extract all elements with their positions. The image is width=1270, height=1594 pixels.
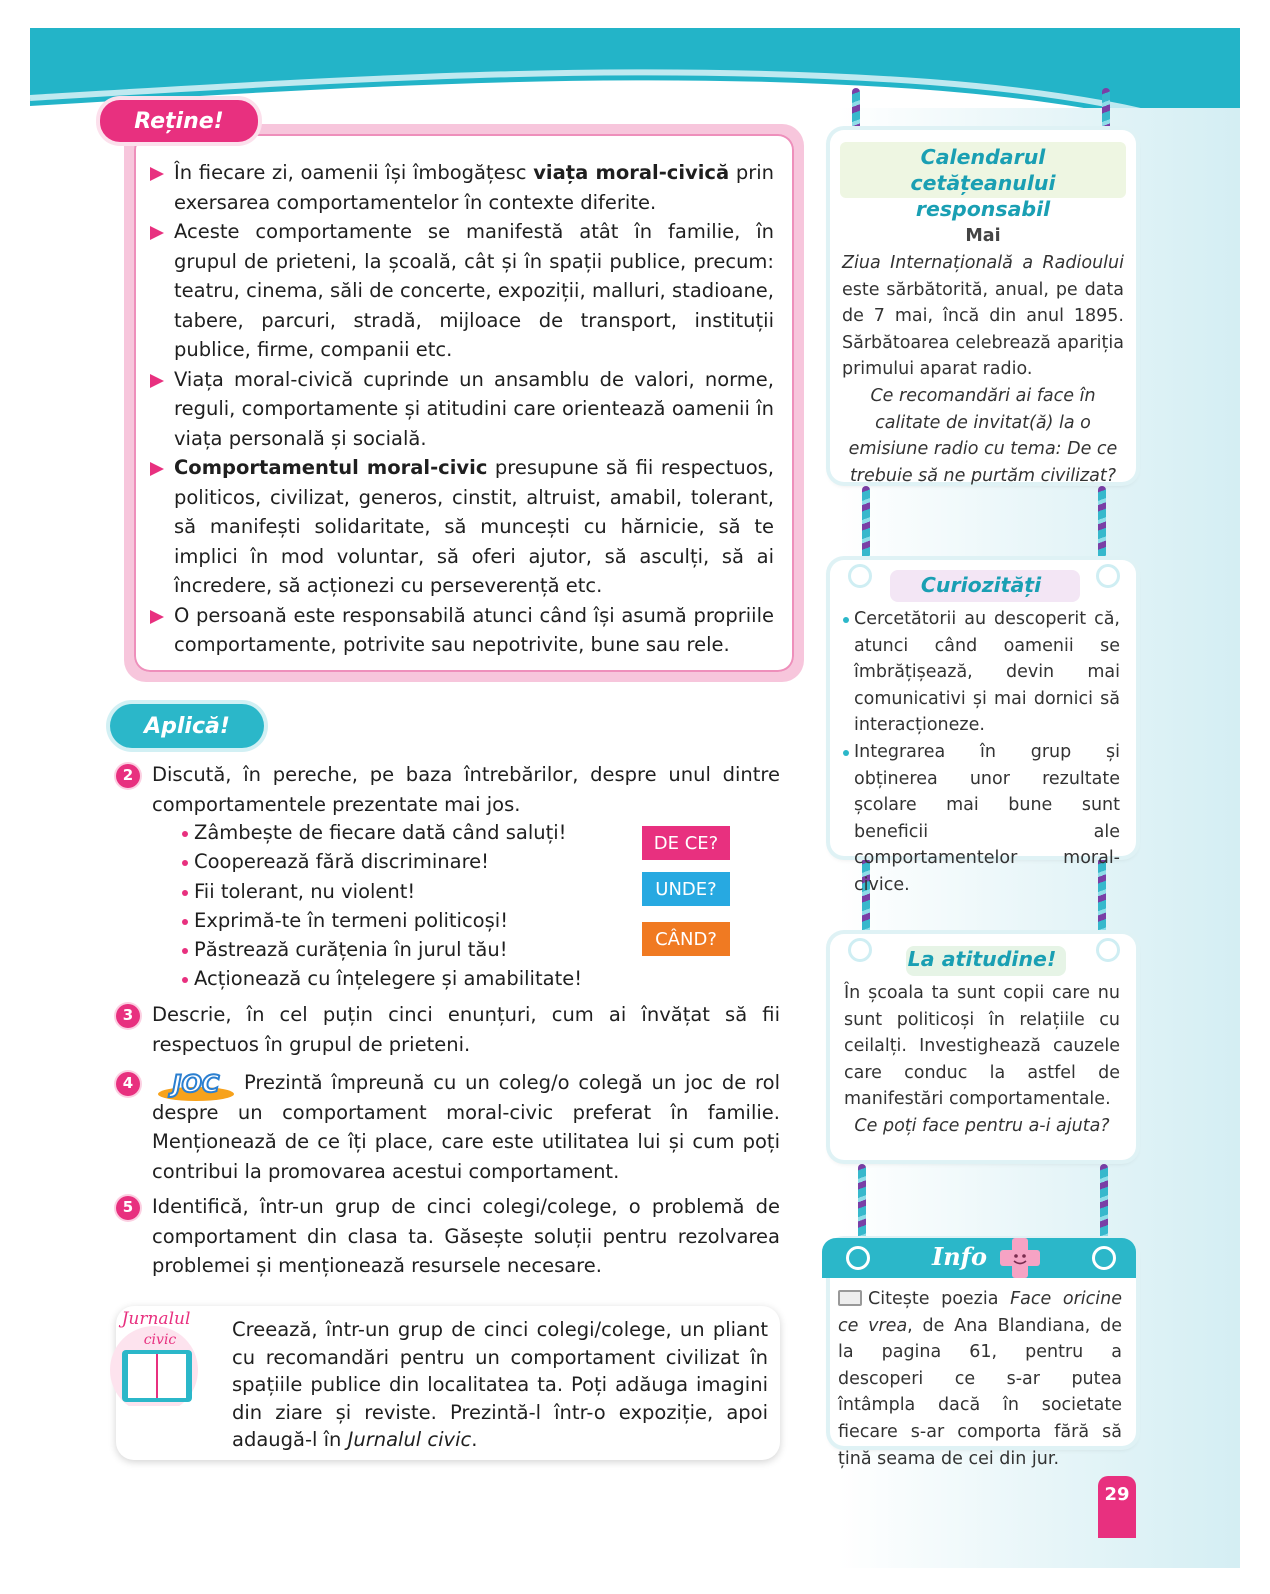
pink-dot-icon <box>182 948 188 954</box>
atitudine-title: La atitudine! <box>907 947 1057 971</box>
hook <box>846 1246 870 1270</box>
exercise-text: Discută, în pereche, pe baza întrebărilor, despre unul dintre comportamentele prezentate mai jos. <box>152 763 780 816</box>
pink-dot-icon <box>182 977 188 983</box>
list-item: Cooperează fără discriminare! <box>180 847 640 876</box>
teal-dot-icon <box>843 617 849 623</box>
pink-triangle-icon <box>150 610 164 624</box>
retine-item: În fiecare zi, oamenii își îmbogățesc viața moral-civică prin exersarea comportamentelor în contexte diferite. <box>150 158 774 217</box>
pink-dot-icon <box>182 860 188 866</box>
retine-item: Aceste comportamente se manifestă atât în familie, în grupul de prieteni, la școală, cât și în spații publice, precum: teatru, cinema, săli de concerte, expoziții, malluri, stadioane, tabere, parcuri, stradă, mijloace de transport, instituții publice, firme, companii etc. <box>150 217 774 365</box>
exercise-text: Descrie, în cel puțin cinci enunțuri, cum ai învățat să fii respectuos în grupul de prieteni. <box>152 1003 780 1056</box>
rope <box>858 1164 866 1248</box>
exercise-number: 4 <box>116 1072 140 1096</box>
info-title: Info <box>932 1242 988 1271</box>
pink-triangle-icon <box>150 374 164 388</box>
exercise-number: 2 <box>116 764 140 788</box>
pink-dot-icon <box>182 831 188 837</box>
jurnal-text: Creează, într-un grup de cinci colegi/colege, un pliant cu recomandări pentru un comportament civilizat în spațiile publice din localitatea ta. Poți adăuga imagini din ziare și reviste. Prezintă-l într-o expoziție, apoi adaugă-l în Jurnalul civic. <box>232 1318 768 1451</box>
retine-box <box>124 124 804 682</box>
exercise-2 <box>116 760 780 819</box>
list-item: Acționează cu înțelegere și amabilitate! <box>180 964 640 993</box>
exercise-text: Prezintă împreună cu un coleg/o colegă un joc de rol despre un comportament moral-civic preferat în familie. Menționează de ce îți place, care este utilitatea lui și cum poți contribui la promovarea acestui comportament. <box>152 1071 780 1183</box>
question-tag-de-ce: DE CE? <box>642 826 730 860</box>
atitudine-card <box>830 934 1136 1160</box>
retine-item: Comportamentul moral-civic presupune să fii respectuos, politicos, civilizat, generos, cinstit, altruist, amabil, tolerant, să manifești solidaritate, să muncești cu hărnicie, să te implici în mod voluntar, să oferi ajutor, să asculți, să ai încredere, să acționezi cu perseverență etc. <box>150 453 774 601</box>
calendar-title: Calendarul cetățeanului responsabil <box>910 145 1056 221</box>
exercise-text: Identifică, într-un grup de cinci colegi/colege, o problemă de comportament din clasa ta. Găsește soluții pentru rezolvarea problemei și menționează resursele necesare. <box>152 1195 780 1277</box>
list-item: Exprimă-te în termeni politicoși! <box>180 906 640 935</box>
exercise-3 <box>116 1000 780 1059</box>
svg-text:civic: civic <box>143 1332 177 1348</box>
question-tag-cand: CÂND? <box>642 922 730 956</box>
calendar-card <box>830 130 1136 486</box>
svg-text:Jurnalul: Jurnalul <box>121 1309 191 1329</box>
retine-list <box>134 134 794 672</box>
curiozitati-card <box>830 560 1136 895</box>
hook <box>1092 1246 1116 1270</box>
pink-dot-icon <box>182 919 188 925</box>
curiozitati-title: Curiozități <box>920 573 1042 597</box>
pink-dot-icon <box>182 890 188 896</box>
retine-heading: Reține! <box>100 100 258 142</box>
joc-logo <box>156 1066 236 1102</box>
pink-triangle-icon <box>150 167 164 181</box>
atitudine-question: Ce poți face pentru a-i ajuta? <box>854 1115 1110 1136</box>
behaviour-list <box>180 818 640 994</box>
exercise-number: 3 <box>116 1004 140 1028</box>
question-tag-unde: UNDE? <box>642 872 730 906</box>
smiling-cross-icon <box>998 1236 1042 1280</box>
rope <box>1100 1164 1108 1248</box>
exercise-number: 5 <box>116 1196 140 1220</box>
list-item: Zâmbește de fiecare dată când saluți! <box>180 818 640 847</box>
list-item: Cercetătorii au descoperit că, atunci când oamenii se îmbrățișează, devin mai comunicativi și mai dornici să interacționeze. <box>842 606 1120 739</box>
calendar-text: Ziua Internațională a Radioului este sărbătorită, anual, pe data de 7 mai, încă din anul 1895. Sărbătoarea celebrează apariția primului aparat radio. <box>842 253 1124 380</box>
teal-dot-icon <box>843 750 849 756</box>
aplica-heading: Aplică! <box>110 704 264 748</box>
retine-item: O persoană este responsabilă atunci când își asumă propriile comportamente, potrivite sau nepotrivite, bune sau rele. <box>150 601 774 660</box>
pink-triangle-icon <box>150 226 164 240</box>
info-header <box>822 1238 1136 1278</box>
book-icon <box>838 1290 862 1306</box>
calendar-month: Mai <box>965 226 1001 246</box>
jurnal-civic-book-icon <box>98 1306 222 1406</box>
retine-item: Viața moral-civică cuprinde un ansamblu de valori, norme, reguli, comportamente și atitudini care orientează oamenii în viața personală și socială. <box>150 365 774 454</box>
calendar-question: Ce recomandări ai face în calitate de invitat(ă) la o emisiune radio cu tema: De ce trebuie să ne purtăm civilizat? <box>848 385 1118 486</box>
page-number: 29 <box>1098 1476 1136 1538</box>
atitudine-text: În școala ta sunt copii care nu sunt politicoși în relațiile cu ceilalți. Investighează cauzele care conduc la astfel de manifestări comportamentale. <box>844 983 1120 1110</box>
exercise-5 <box>116 1192 780 1281</box>
list-item: Păstrează curățenia în jurul tău! <box>180 935 640 964</box>
list-item: Fii tolerant, nu violent! <box>180 877 640 906</box>
pink-triangle-icon <box>150 462 164 476</box>
svg-text:JOC: JOC <box>172 1070 220 1098</box>
list-item: Integrarea în grup și obținerea unor rezultate școlare mai bune sunt beneficii ale comportamentelor moral-civice. <box>842 739 1120 899</box>
info-text: Citește poezia Face oricine ce vrea, de Ana Blandiana, de la pagina 61, pentru a descoperi ce s-ar putea întâmpla dacă în societate fiecare s-ar comporta fără să țină seama de cei din jur. <box>838 1289 1122 1469</box>
